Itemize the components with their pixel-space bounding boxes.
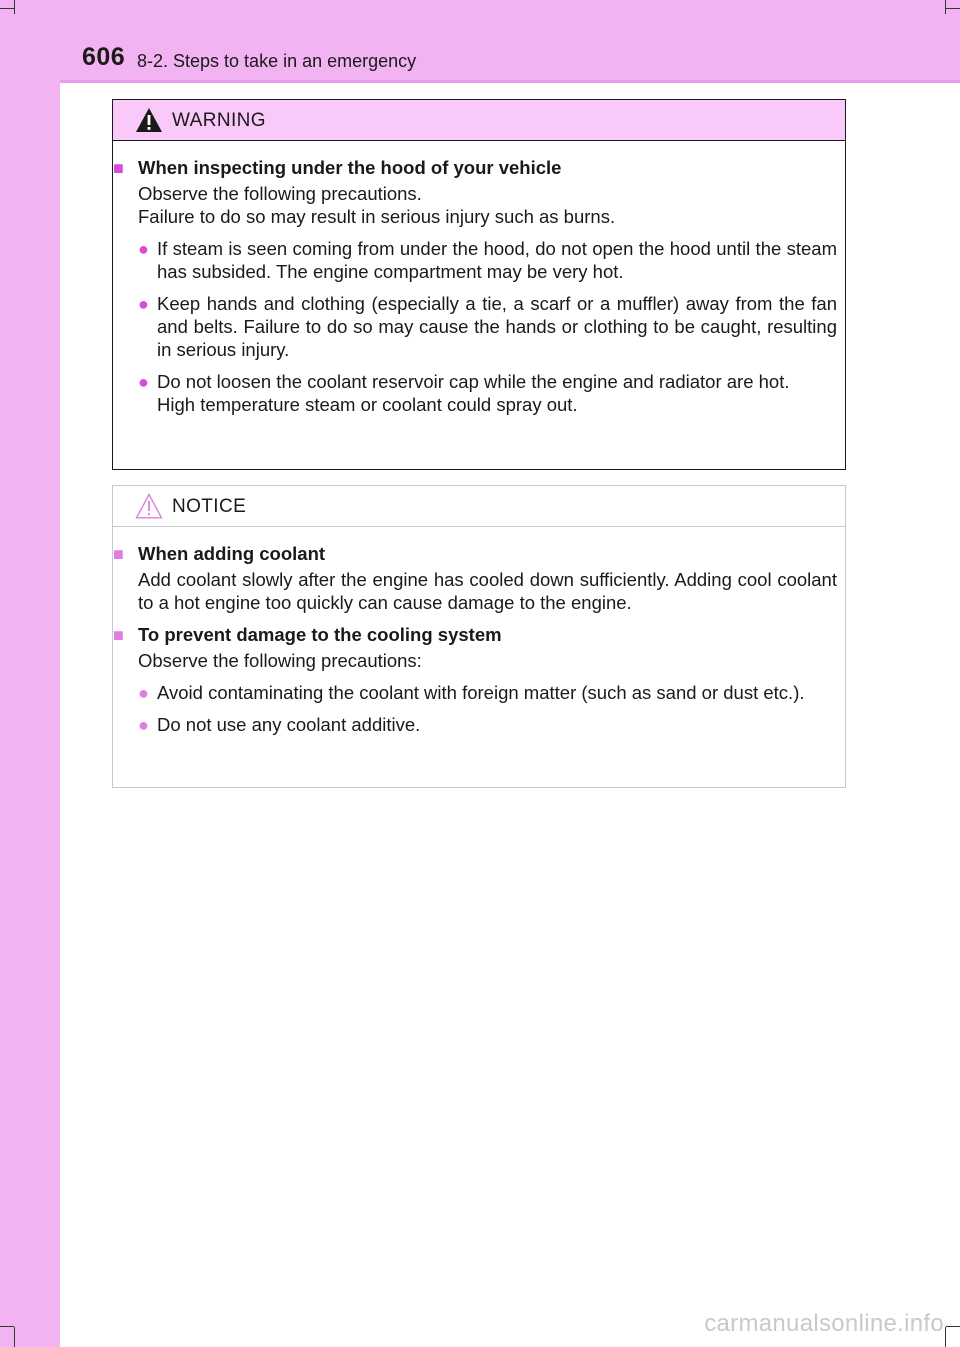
warning-bullet-continuation: High temperature steam or coolant could spray out. bbox=[157, 394, 578, 415]
warning-body bbox=[113, 141, 845, 416]
crop-mark bbox=[0, 1326, 14, 1327]
square-bullet-icon: ■ bbox=[113, 625, 124, 645]
crop-mark bbox=[946, 8, 960, 9]
notice-header bbox=[113, 486, 845, 527]
notice-paragraph: Add coolant slowly after the engine has cooled down sufficiently. Adding cool coolant to a hot engine too quickly can cause damage to the engine. bbox=[138, 569, 837, 613]
warning-heading bbox=[113, 156, 837, 179]
notice-box bbox=[112, 485, 846, 788]
notice-paragraph: Observe the following precautions: bbox=[138, 650, 422, 671]
warning-label: WARNING bbox=[172, 110, 266, 131]
warning-header bbox=[113, 100, 845, 141]
notice-heading-text: To prevent damage to the cooling system bbox=[138, 624, 502, 645]
round-bullet-icon: ● bbox=[138, 683, 149, 703]
warning-bullet-text: If steam is seen coming from under the hood, do not open the hood until the steam has subsided. The engine compartment may be very hot. bbox=[157, 238, 837, 282]
square-bullet-icon: ■ bbox=[113, 544, 124, 564]
warning-triangle-icon bbox=[135, 107, 163, 133]
crop-mark bbox=[14, 0, 15, 14]
notice-body bbox=[113, 527, 845, 736]
round-bullet-icon: ● bbox=[138, 715, 149, 735]
crop-mark bbox=[0, 8, 14, 9]
caution-triangle-icon bbox=[135, 493, 163, 519]
crop-mark bbox=[946, 1326, 960, 1327]
warning-bullet-text: Do not loosen the coolant reservoir cap while the engine and radiator are hot. bbox=[157, 371, 790, 392]
notice-heading-text: When adding coolant bbox=[138, 543, 326, 564]
round-bullet-icon: ● bbox=[138, 239, 149, 259]
notice-bullet bbox=[131, 713, 837, 736]
warning-intro bbox=[131, 182, 837, 228]
square-bullet-icon: ■ bbox=[113, 158, 124, 178]
warning-bullet bbox=[131, 370, 837, 416]
crop-mark bbox=[945, 1327, 946, 1347]
round-bullet-icon: ● bbox=[138, 294, 149, 314]
warning-intro-line-1: Observe the following precautions. bbox=[138, 183, 422, 204]
notice-heading bbox=[113, 623, 837, 646]
warning-bullet bbox=[131, 237, 837, 283]
header-divider bbox=[60, 80, 960, 83]
notice-bullet-text: Do not use any coolant additive. bbox=[157, 714, 421, 735]
section-title: 8-2. Steps to take in an emergency bbox=[137, 51, 417, 71]
notice-bullet-text: Avoid contaminating the coolant with foreign matter (such as sand or dust etc.). bbox=[157, 682, 805, 703]
crop-mark bbox=[14, 1327, 15, 1347]
watermark: carmanualsonline.info bbox=[704, 1310, 944, 1337]
crop-mark bbox=[945, 0, 946, 14]
page-number: 606 bbox=[82, 43, 126, 71]
notice-bullet bbox=[131, 681, 837, 704]
warning-heading-text: When inspecting under the hood of your vehicle bbox=[138, 157, 562, 178]
warning-intro-line-2: Failure to do so may result in serious injury such as burns. bbox=[138, 206, 616, 227]
round-bullet-icon: ● bbox=[138, 372, 149, 392]
warning-bullet-text: Keep hands and clothing (especially a tie, a scarf or a muffler) away from the fan and belts. Failure to do so may cause the hands or clothing to be caught, resulting in serious injury. bbox=[157, 293, 837, 360]
page-sidebar bbox=[0, 0, 60, 1347]
warning-box bbox=[112, 99, 846, 470]
notice-label: NOTICE bbox=[172, 496, 247, 517]
notice-heading bbox=[113, 542, 837, 565]
warning-bullet bbox=[131, 292, 837, 361]
